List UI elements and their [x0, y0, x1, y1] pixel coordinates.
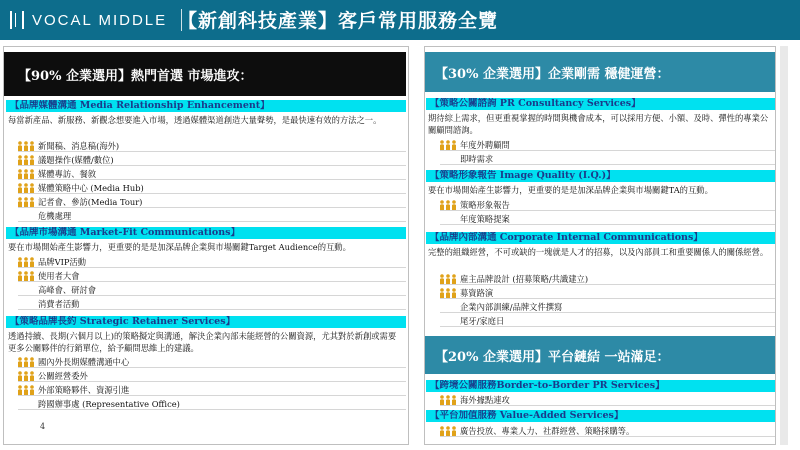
people-group-icon: [18, 357, 34, 367]
list-item: 記者會、參訪(Media Tour): [18, 196, 406, 208]
list-item: 策略形象報告: [440, 199, 775, 211]
section-head-media: 【品牌媒體溝通 Media Relationship Enhancement】: [6, 100, 406, 112]
section-desc-internal: 完整的組織經營，不可或缺的一塊就是人才的招募，以及內部員工和重要關係人的關係經營。: [428, 247, 769, 257]
list-item: 海外據點連攻: [440, 394, 775, 406]
people-group-icon: [18, 155, 34, 165]
section-head-internal: 【品牌內部溝通 Corporate Internal Communications】: [426, 232, 775, 244]
list-item: 企業內部訓練/品牌文件撰寫: [440, 301, 775, 313]
section-head-market: 【品牌市場溝通 Market-Fit Communications】: [6, 227, 406, 239]
people-group-icon: [18, 169, 34, 179]
section-head-border: 【跨境公關服務Border-to-Border PR Services】: [426, 380, 775, 392]
section-head-retainer: 【策略品牌長約 Strategic Retainer Services】: [6, 316, 406, 328]
section-head-consultancy: 【策略公關諮詢 PR Consultancy Services】: [426, 98, 775, 110]
list-item: 高峰會、研討會: [18, 284, 406, 296]
people-group-icon: [18, 257, 34, 267]
people-group-icon: [440, 288, 456, 298]
section-desc-image: 要在市場開始產生影響力，更重要的是是加深品牌企業與市場關鍵TA的互動。: [428, 185, 713, 195]
people-group-icon: [18, 197, 34, 207]
list-item: 年度外聘顧問: [440, 139, 775, 151]
people-group-icon: [18, 271, 34, 281]
list-item: 公關經營委外: [18, 370, 406, 382]
list-item: 年度策略提案: [440, 213, 775, 225]
section-desc-retainer: 透過持續、長期(六個月以上)的策略擬定與溝通，解決企業內部未能經營的公關資源，尤其對於新創或需要更多公關夥伴的行銷單位，給予顧問思維上的建議。: [8, 331, 397, 353]
list-item: 募資路演: [440, 287, 775, 299]
list-item: 廣告投放、專業人力、社群經營、策略採購等。: [440, 425, 775, 437]
list-item: 尾牙/家庭日: [440, 315, 775, 327]
panel-shadow: [780, 46, 788, 445]
people-group-icon: [18, 141, 34, 151]
logo-text: VOCAL MIDDLE: [32, 11, 168, 29]
section-head-image: 【策略形象報告 Image Quality (I.Q.)】: [426, 170, 775, 182]
people-group-icon: [440, 200, 456, 210]
logo-mark-icon: [10, 11, 24, 29]
people-group-icon: [440, 395, 456, 405]
people-group-icon: [18, 371, 34, 381]
people-group-icon: [440, 426, 456, 436]
list-item: 即時需求: [440, 153, 775, 165]
section-desc-media: 每當新產品、新服務、新觀念想要進入市場，透過媒體渠道創造大量聲勢，是最快速有效的方法之一。: [8, 115, 382, 125]
list-item: 消費者活動: [18, 298, 406, 310]
list-item: 外部策略夥伴、資源引進: [18, 384, 406, 396]
list-item: 媒體策略中心 (Media Hub): [18, 182, 406, 194]
section-desc-market: 要在市場開始產生影響力，更重要的是是加深品牌企業與市場關鍵Target Audience的互動。: [8, 242, 351, 252]
right-banner-top: 【30% 企業選用】企業剛需 穩健運營：: [425, 52, 775, 92]
page-number: 4: [40, 422, 46, 431]
list-item: 跨國辦事處 (Representative Office): [18, 398, 406, 410]
people-group-icon: [18, 385, 34, 395]
left-banner: 【90% 企業選用】熱門首選 市場進攻：: [4, 52, 406, 96]
people-group-icon: [18, 183, 34, 193]
page-title: 【新創科技產業】客戶常用服務全覽: [178, 10, 499, 32]
list-item: 國內外長期媒體溝通中心: [18, 356, 406, 368]
people-group-icon: [440, 140, 456, 150]
section-desc-consultancy: 期待綜上需求，但更重視掌握的時間與機會成本，可以採用方便、小額、及時、彈性的專業公關顧問諮詢。: [428, 113, 769, 135]
list-item: 議題操作(媒體/數位): [18, 154, 406, 166]
list-item: 雇主品牌設計 (招募策略/共識建立): [440, 273, 775, 285]
logo: [10, 9, 182, 31]
list-item: 媒體專訪、餐敘: [18, 168, 406, 180]
list-item: 危機處理: [18, 210, 406, 222]
list-item: 使用者大會: [18, 270, 406, 282]
header-bar: [0, 0, 800, 40]
right-banner-bottom: 【20% 企業選用】平台鏈結 一站滿足：: [425, 336, 775, 374]
people-group-icon: [440, 274, 456, 284]
section-head-value-added: 【平台加值服務 Value-Added Services】: [426, 410, 775, 422]
list-item: 新聞稿、消息稿(海外): [18, 140, 406, 152]
list-item: 品牌VIP活動: [18, 256, 406, 268]
